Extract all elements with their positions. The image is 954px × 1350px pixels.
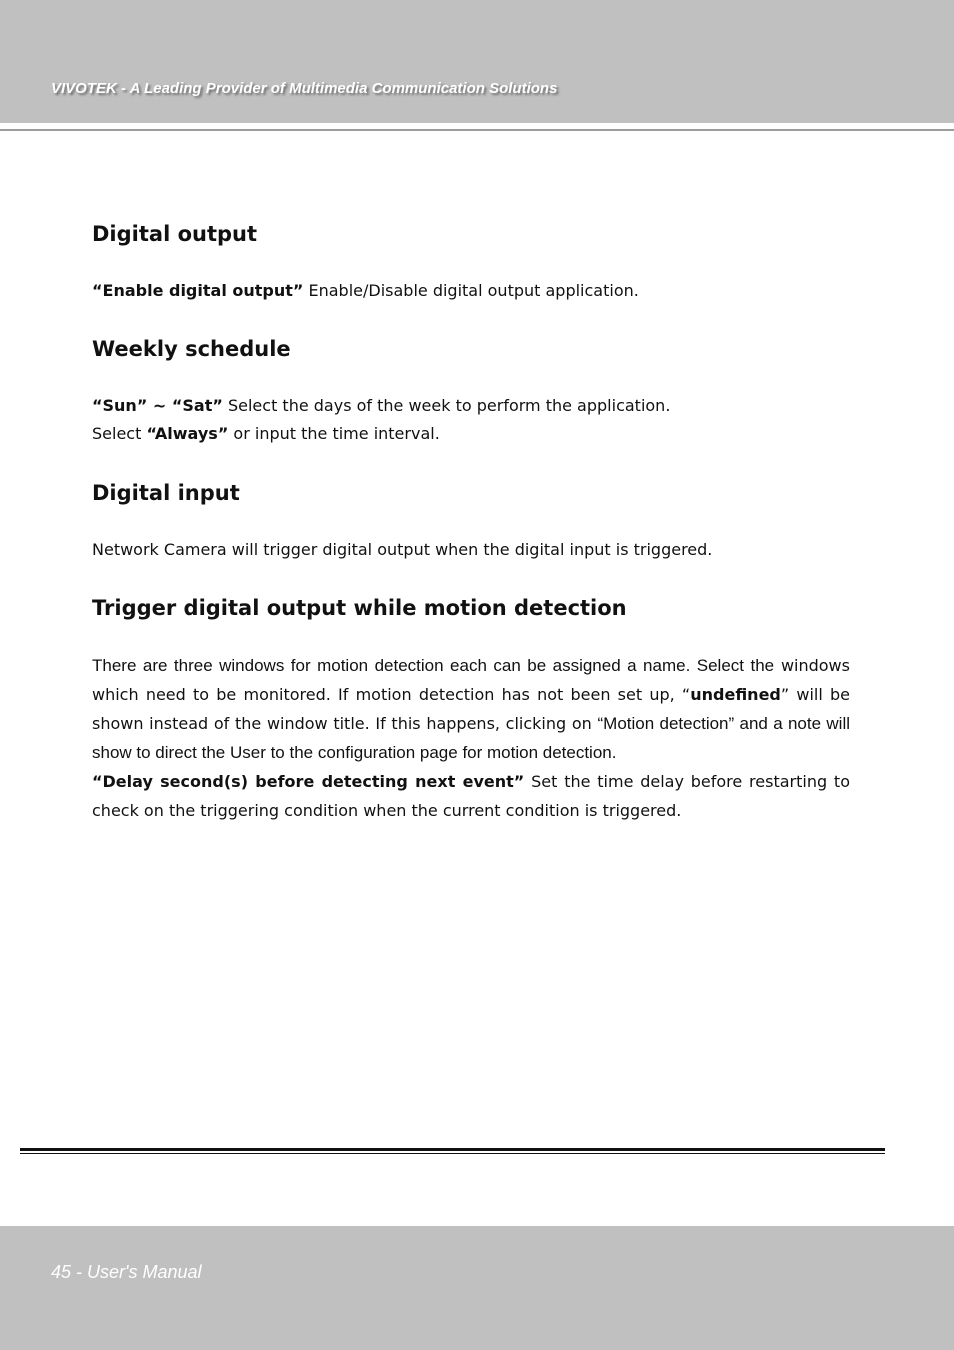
section-heading-weekly-schedule: Weekly schedule — [92, 337, 291, 361]
motion-detection-description — [92, 651, 850, 767]
manual-content — [92, 220, 850, 825]
header-title: VIVOTEK - A Leading Provider of Multimedia Communication Solutions — [51, 80, 558, 97]
motion-desc-part1: There are three windows for motion detection each can be assigned a name. Select the — [92, 656, 775, 675]
digital-output-description — [92, 277, 850, 305]
weekly-schedule-line2 — [92, 420, 850, 448]
motion-desc-part2: windows which need to be monitored. If motion detection has not been set up, “ — [92, 656, 850, 704]
digital-input-description: Network Camera will trigger digital output when the digital input is triggered. — [92, 540, 713, 559]
header-divider — [0, 129, 954, 131]
delay-desc-text: Set the time delay before restarting to check on the triggering condition when the current condition is triggered. — [92, 772, 850, 820]
page-number-label: 45 - User's Manual — [51, 1262, 202, 1282]
term-undefined: undefined — [690, 685, 781, 704]
motion-desc-part4: ” will be shown instead of the window title. If this happens, clicking on — [92, 685, 851, 733]
section-heading-motion-detection: Trigger digital output while motion detection — [92, 596, 627, 620]
delay-description — [92, 767, 850, 825]
section-heading-digital-input: Digital input — [92, 481, 240, 505]
motion-desc-part5: “Motion detection” and a note will show to direct the User to the configuration page for motion detection. — [92, 714, 850, 762]
section-heading-digital-output: Digital output — [92, 222, 258, 246]
digital-output-desc-text: Enable/Disable digital output application. — [303, 281, 639, 300]
footer-divider — [20, 1148, 885, 1151]
weekly-schedule-line2-prefix: Select — [92, 424, 147, 443]
header-band — [0, 0, 954, 123]
term-enable-digital-output: “Enable digital output” — [92, 281, 304, 300]
term-always: “Always” — [146, 424, 229, 443]
term-delay-seconds: “Delay second(s) before detecting next event” — [92, 772, 525, 791]
weekly-schedule-description — [92, 392, 850, 420]
weekly-schedule-desc-text: Select the days of the week to perform the application. — [222, 396, 671, 415]
footer-divider-thin — [20, 1153, 885, 1154]
footer-band — [0, 1226, 954, 1350]
weekly-schedule-line2-suffix: or input the time interval. — [228, 424, 440, 443]
term-sun-sat: “Sun” ~ “Sat” — [92, 396, 223, 415]
